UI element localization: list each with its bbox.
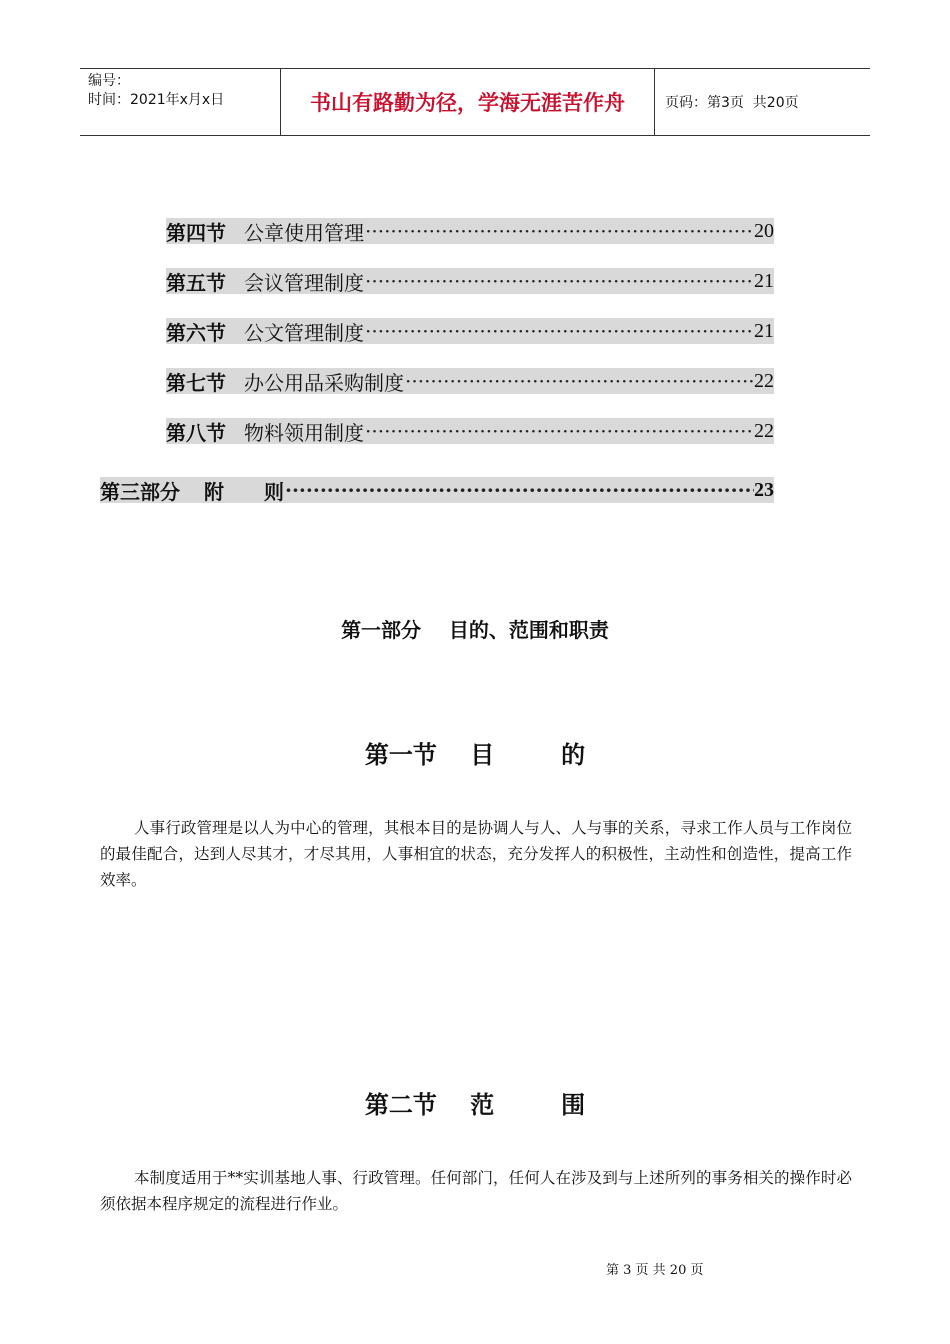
toc-title: 物料领用制度	[244, 420, 364, 444]
header-meta	[80, 69, 281, 135]
document-number: 编号：	[88, 73, 130, 89]
section-paragraph: 本制度适用于**实训基地人事、行政管理。任何部门，任何人在涉及到与上述所列的事务相关的操作时必须依据本程序规定的流程进行作业。	[100, 1169, 852, 1213]
part-title: 第一部分 目的、范围和职责	[341, 618, 609, 642]
toc-entry-part[interactable]	[100, 477, 774, 503]
toc-page: 20	[754, 219, 774, 242]
toc-page: 23	[754, 478, 774, 501]
toc-leader	[284, 478, 754, 502]
toc-title: 会议管理制度	[244, 270, 364, 294]
toc-section: 第六节	[166, 320, 226, 344]
toc-title: 附 则	[204, 479, 284, 503]
toc-leader	[404, 369, 754, 393]
toc-page: 22	[754, 419, 774, 442]
toc-title: 公章使用管理	[244, 220, 364, 244]
document-time: 时间：2021年x月x日	[88, 92, 225, 108]
page-header	[80, 68, 870, 136]
toc-leader	[364, 319, 754, 343]
toc-page: 21	[754, 269, 774, 292]
toc-entry[interactable]	[166, 418, 774, 444]
toc-leader	[364, 419, 754, 443]
toc-section: 第八节	[166, 420, 226, 444]
toc-section: 第七节	[166, 370, 226, 394]
header-page-info: 页码：第3页 共20页	[665, 95, 799, 111]
toc-section: 第四节	[166, 220, 226, 244]
toc-section: 第三部分	[100, 479, 180, 503]
toc-entry[interactable]	[166, 218, 774, 244]
toc-title: 办公用品采购制度	[244, 370, 404, 394]
page-footer: 第 3 页 共 20 页	[606, 1263, 704, 1278]
toc-entry[interactable]	[166, 268, 774, 294]
toc-page: 21	[754, 319, 774, 342]
toc-entry[interactable]	[166, 368, 774, 394]
toc-page: 22	[754, 369, 774, 392]
toc-title: 公文管理制度	[244, 320, 364, 344]
section-paragraph: 人事行政管理是以人为中心的管理，其根本目的是协调人与人、人与事的关系，寻求工作人员与工作岗位的最佳配合，达到人尽其才，才尽其用，人事相宜的状态，充分发挥人的积极性，主动性和创造性，提高工作效率。	[100, 819, 852, 889]
header-motto: 书山有路勤为径，学海无涯苦作舟	[281, 69, 655, 135]
toc-section: 第五节	[166, 270, 226, 294]
toc-entry[interactable]	[166, 318, 774, 344]
toc-leader	[364, 219, 754, 243]
toc-leader	[364, 269, 754, 293]
section-heading: 第一节 目 的	[364, 741, 586, 769]
section-heading: 第二节 范 围	[364, 1091, 586, 1119]
